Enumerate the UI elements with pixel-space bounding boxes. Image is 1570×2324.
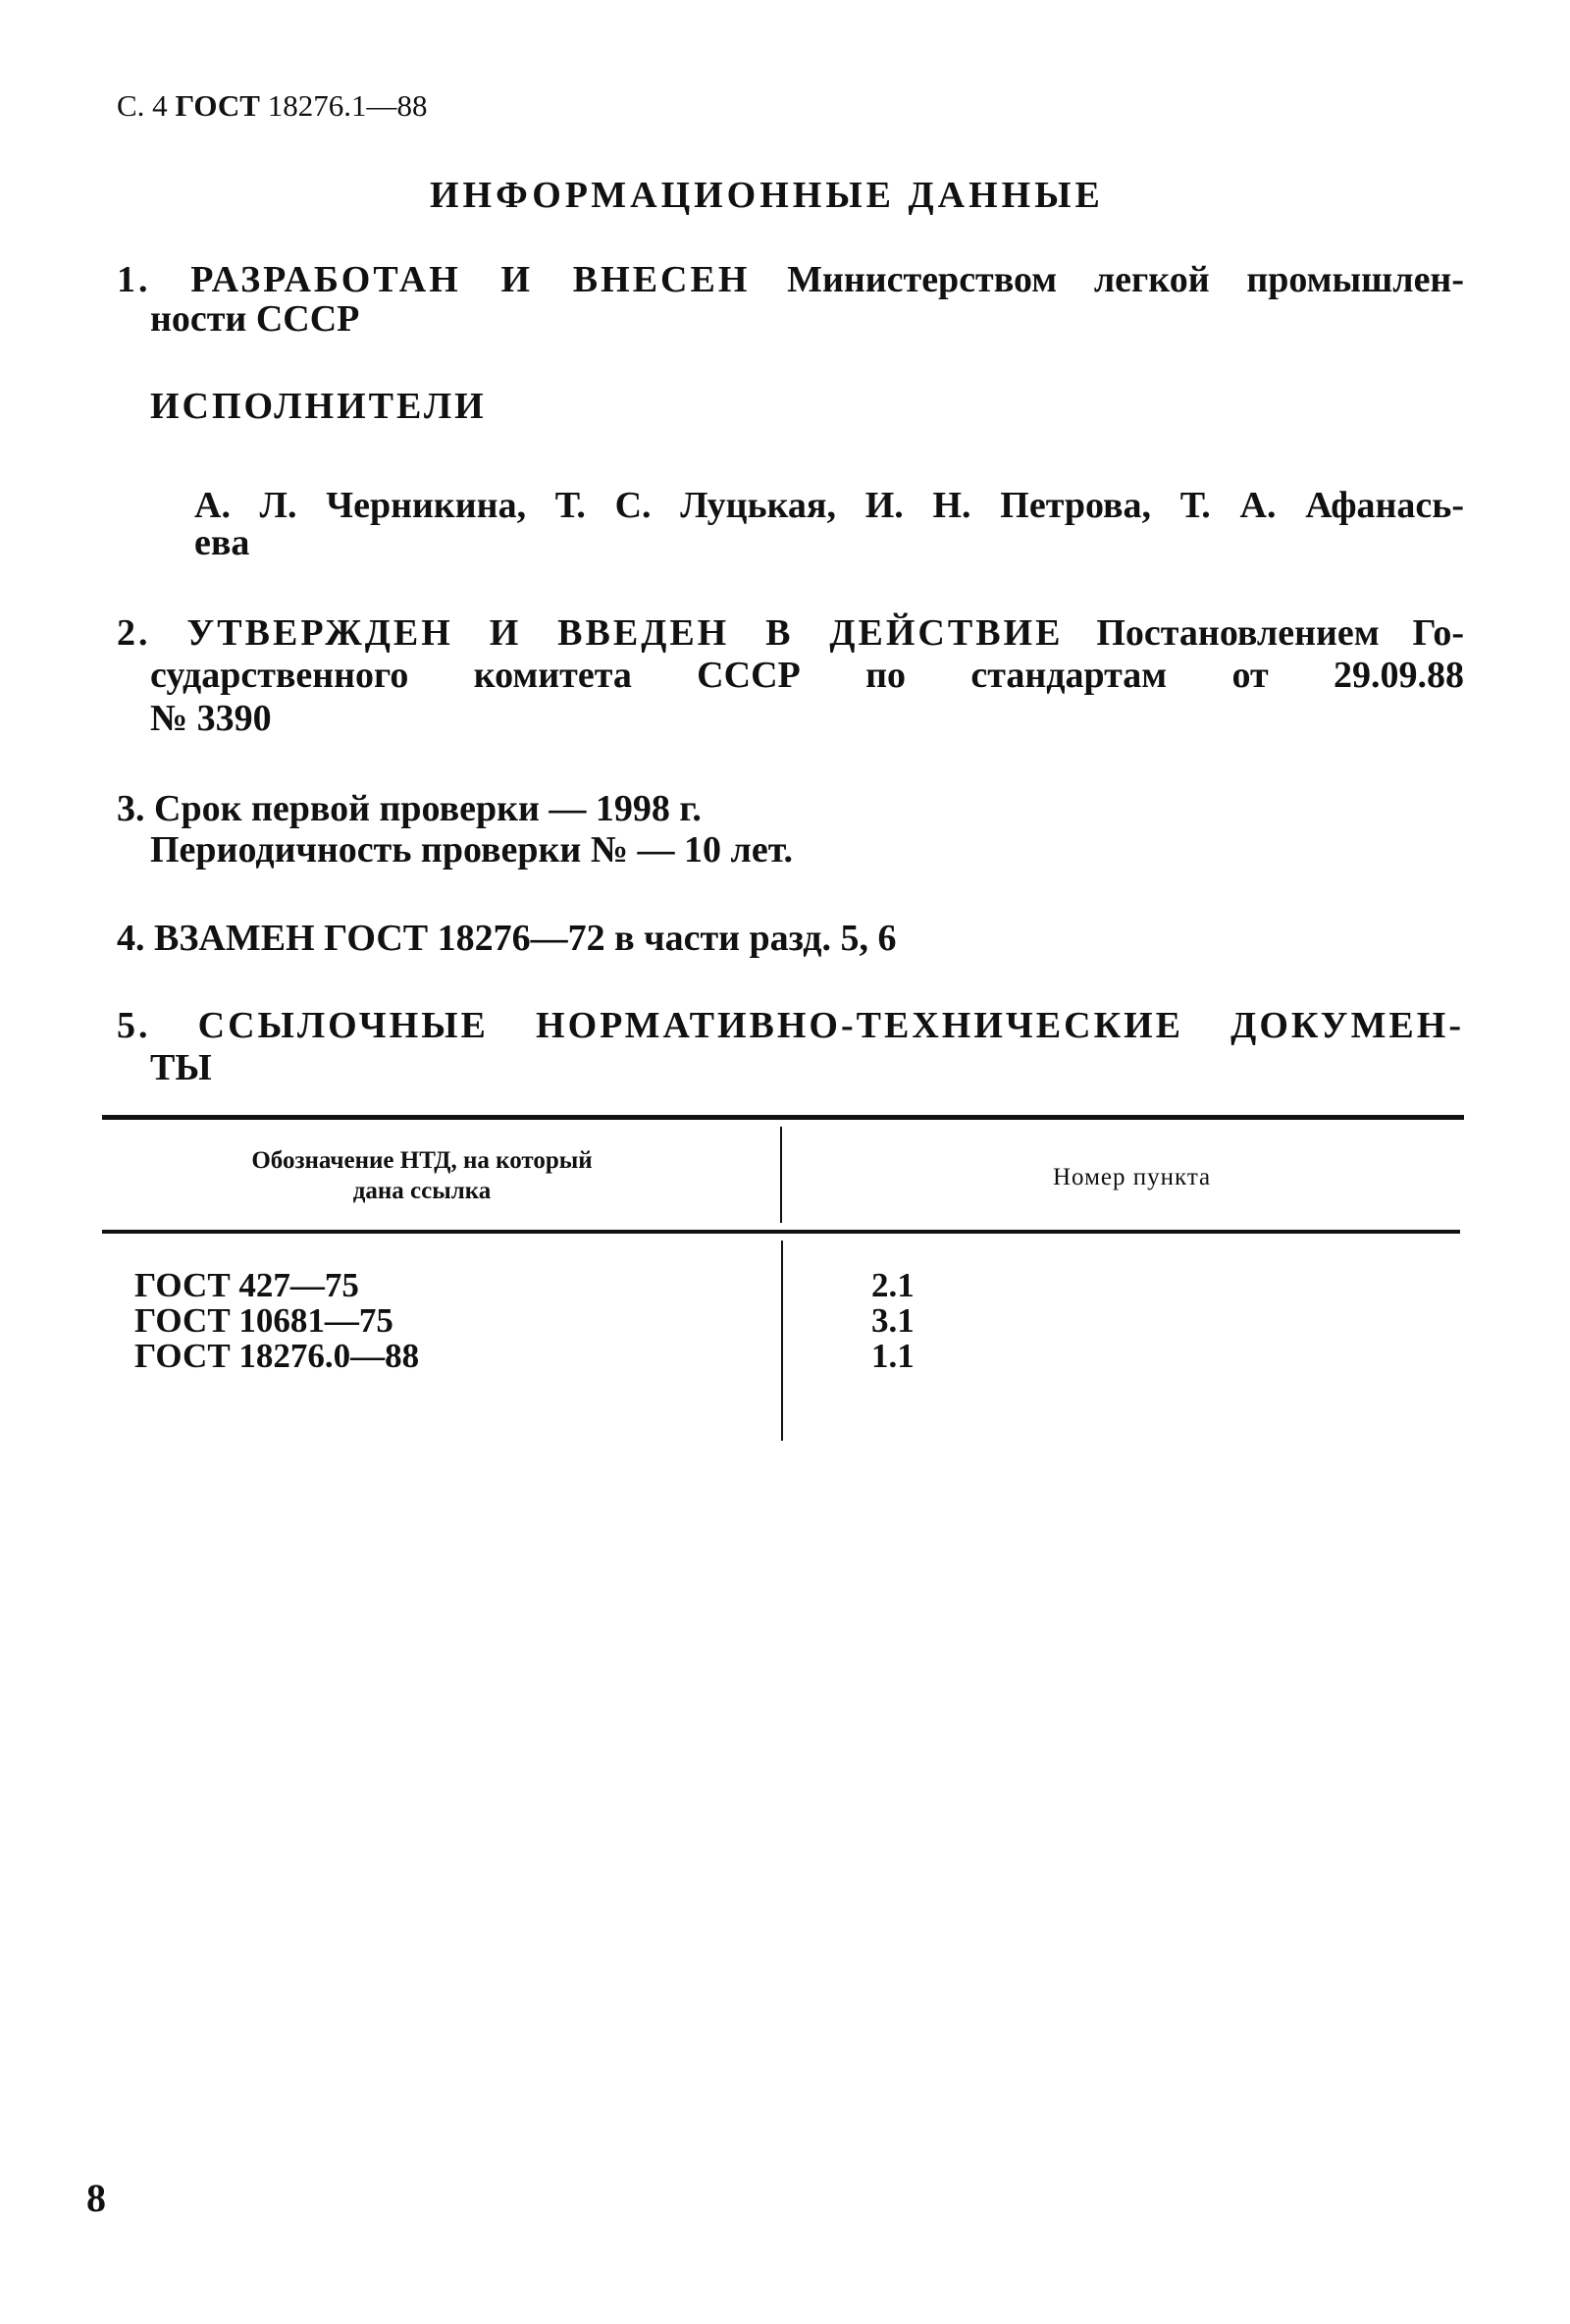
row-doc: ГОСТ 427—75 <box>134 1266 359 1304</box>
item2-line3: № 3390 <box>150 698 272 739</box>
item5-line2: ТЫ <box>150 1047 212 1088</box>
standard-label: ГОСТ <box>175 88 260 123</box>
item2-heading: 2. УТВЕРЖДЕН И ВВЕДЕН В ДЕЙСТВИЕ <box>117 612 1064 654</box>
item2-line1 <box>117 614 1464 652</box>
header-clause: Номер пункта <box>1053 1164 1212 1190</box>
standard-number: 18276.1—88 <box>267 88 428 123</box>
row-clause: 3.1 <box>871 1301 915 1340</box>
item5-line1: 5. ССЫЛОЧНЫЕ НОРМАТИВНО-ТЕХНИЧЕСКИЕ ДОКУМЕН- <box>117 1005 1464 1046</box>
performers-line2: ева <box>194 522 250 563</box>
row-clause: 1.1 <box>871 1337 915 1375</box>
table-header-rule <box>102 1230 1460 1234</box>
item4-line1: 4. ВЗАМЕН ГОСТ 18276—72 в части разд. 5, 6 <box>117 918 897 959</box>
row-doc: ГОСТ 10681—75 <box>134 1301 393 1340</box>
header-designation-line1: Обозначение НТД, на который <box>251 1147 593 1174</box>
row-clause: 2.1 <box>871 1266 915 1304</box>
page-title: ИНФОРМАЦИОННЫЕ ДАННЫЕ <box>430 175 1104 216</box>
performers-heading: ИСПОЛНИТЕЛИ <box>150 386 487 427</box>
item1-heading: 1. РАЗРАБОТАН И ВНЕСЕН <box>117 259 751 300</box>
item1-text: Министерством легкой промышлен- <box>787 259 1464 300</box>
performers-line1: А. Л. Черникина, Т. С. Луцькая, И. Н. Петрова, Т. А. Афанась- <box>194 485 1464 526</box>
header-designation-line2: дана ссылка <box>352 1178 492 1204</box>
page-number: 8 <box>86 2176 106 2220</box>
table-top-rule <box>102 1115 1464 1120</box>
row-doc: ГОСТ 18276.0—88 <box>134 1337 420 1375</box>
running-header <box>117 90 427 121</box>
item3-line2: Периодичность проверки № — 10 лет. <box>150 829 793 871</box>
item2-line2: сударственного комитета СССР по стандартам от 29.09.88 <box>150 655 1464 696</box>
page-prefix: С. 4 <box>117 88 168 123</box>
column-divider-body <box>781 1241 783 1441</box>
item2-text: Постановлением Го- <box>1096 612 1465 654</box>
item1-line2: ности СССР <box>150 298 360 340</box>
item1-line1 <box>117 261 1464 298</box>
header-designation <box>177 1145 667 1206</box>
item3-line1: 3. Срок первой проверки — 1998 г. <box>117 788 702 829</box>
column-divider <box>780 1127 782 1223</box>
